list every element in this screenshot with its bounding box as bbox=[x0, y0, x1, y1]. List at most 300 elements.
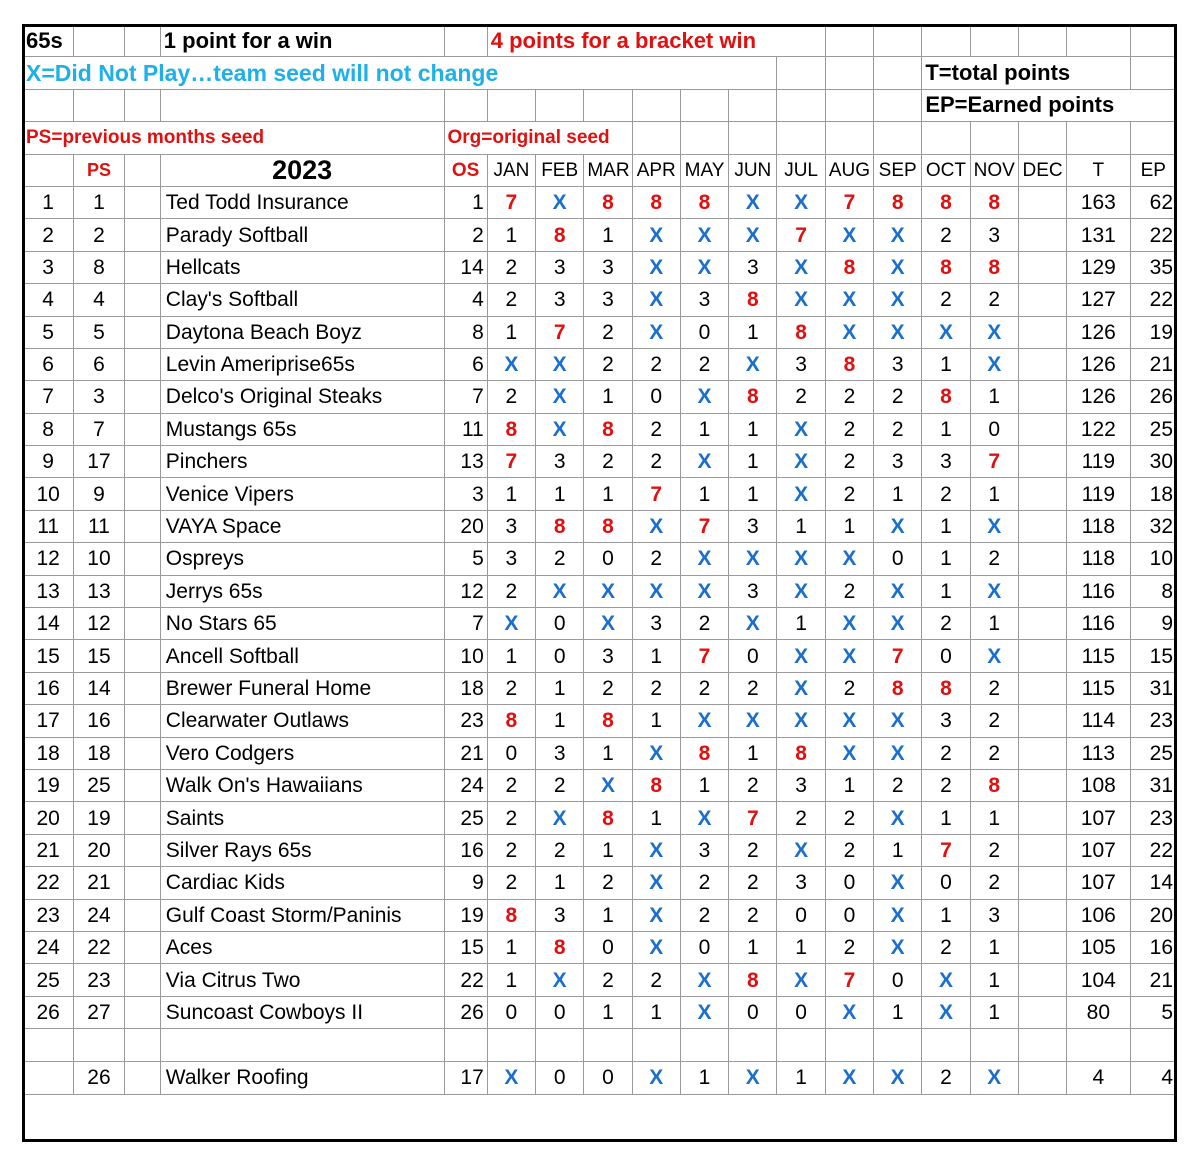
earned-points-cell: 26 bbox=[1130, 381, 1176, 413]
win-rule: 1 point for a win bbox=[160, 25, 444, 57]
column-header-row bbox=[23, 154, 1177, 186]
month-score-cell: 0 bbox=[680, 931, 728, 963]
month-score-cell: 3 bbox=[680, 834, 728, 866]
table-row bbox=[23, 640, 1177, 672]
blank-cell bbox=[536, 1029, 584, 1062]
blank-cell bbox=[124, 705, 160, 737]
team-name-cell: VAYA Space bbox=[160, 510, 444, 542]
original-seed-cell: 1 bbox=[444, 186, 487, 218]
month-score-cell bbox=[1018, 478, 1066, 510]
month-score-cell: 1 bbox=[632, 640, 680, 672]
month-score-cell: 7 bbox=[632, 478, 680, 510]
earned-points-cell: 5 bbox=[1130, 996, 1176, 1028]
month-score-cell: X bbox=[874, 867, 922, 899]
total-points-cell: 129 bbox=[1067, 251, 1130, 283]
rank-cell: 23 bbox=[23, 899, 74, 931]
month-score-cell: X bbox=[922, 996, 970, 1028]
standings-table bbox=[22, 24, 1177, 1095]
total-points-cell: 105 bbox=[1067, 931, 1130, 963]
month-score-cell: X bbox=[825, 737, 873, 769]
previous-seed-cell: 8 bbox=[74, 251, 124, 283]
month-score-cell: 0 bbox=[922, 867, 970, 899]
month-score-cell: X bbox=[536, 186, 584, 218]
total-points-cell: 114 bbox=[1067, 705, 1130, 737]
month-score-cell: 8 bbox=[874, 672, 922, 704]
month-score-cell: 0 bbox=[777, 996, 825, 1028]
month-score-cell: X bbox=[632, 575, 680, 607]
month-score-cell: X bbox=[970, 348, 1018, 380]
month-score-cell: 3 bbox=[536, 251, 584, 283]
team-name-cell: Walk On's Hawaiians bbox=[160, 769, 444, 801]
blank-cell bbox=[124, 996, 160, 1028]
month-score-cell: 1 bbox=[536, 867, 584, 899]
earned-points-cell: 21 bbox=[1130, 348, 1176, 380]
table-row bbox=[23, 575, 1177, 607]
month-score-cell: X bbox=[680, 996, 728, 1028]
team-name-cell: Gulf Coast Storm/Paninis bbox=[160, 899, 444, 931]
month-score-cell: 3 bbox=[777, 348, 825, 380]
table-row bbox=[23, 802, 1177, 834]
month-score-cell: 1 bbox=[970, 964, 1018, 996]
month-score-cell: 1 bbox=[632, 802, 680, 834]
total-points-cell: 116 bbox=[1067, 608, 1130, 640]
month-score-cell bbox=[1018, 348, 1066, 380]
blank-cell bbox=[1018, 1029, 1066, 1062]
previous-seed-cell: 21 bbox=[74, 867, 124, 899]
rank-cell: 17 bbox=[23, 705, 74, 737]
month-score-cell: X bbox=[825, 543, 873, 575]
total-points-cell: 122 bbox=[1067, 413, 1130, 445]
original-seed-cell: 19 bbox=[444, 899, 487, 931]
month-score-cell: X bbox=[680, 543, 728, 575]
month-score-cell: X bbox=[777, 413, 825, 445]
table-row bbox=[23, 964, 1177, 996]
original-seed-cell: 25 bbox=[444, 802, 487, 834]
month-score-cell: X bbox=[970, 1062, 1018, 1094]
team-name-cell: Clay's Softball bbox=[160, 284, 444, 316]
month-score-cell: 8 bbox=[536, 931, 584, 963]
blank-cell bbox=[825, 1029, 873, 1062]
month-score-cell: 3 bbox=[632, 608, 680, 640]
month-score-cell: 2 bbox=[632, 446, 680, 478]
original-seed-cell: 9 bbox=[444, 867, 487, 899]
blank-cell bbox=[124, 446, 160, 478]
month-score-cell: 2 bbox=[729, 867, 777, 899]
month-score-cell: X bbox=[680, 705, 728, 737]
month-score-cell: 2 bbox=[922, 1062, 970, 1094]
earned-rule: EP=Earned points bbox=[922, 89, 1177, 121]
previous-seed-cell: 24 bbox=[74, 899, 124, 931]
rank-cell: 8 bbox=[23, 413, 74, 445]
month-score-cell: X bbox=[632, 219, 680, 251]
month-score-cell: X bbox=[874, 284, 922, 316]
month-score-cell: 1 bbox=[729, 446, 777, 478]
month-score-cell: 8 bbox=[680, 186, 728, 218]
month-score-cell: X bbox=[487, 1062, 535, 1094]
month-score-cell: 2 bbox=[825, 802, 873, 834]
month-score-cell: 0 bbox=[680, 316, 728, 348]
rank-cell: 13 bbox=[23, 575, 74, 607]
original-seed-cell: 7 bbox=[444, 608, 487, 640]
earned-points-cell: 25 bbox=[1130, 413, 1176, 445]
header-row-1 bbox=[23, 25, 1177, 57]
month-score-cell: 8 bbox=[487, 705, 535, 737]
original-seed-cell: 21 bbox=[444, 737, 487, 769]
month-header: SEP bbox=[874, 154, 922, 186]
month-score-cell bbox=[1018, 672, 1066, 704]
blank-cell bbox=[124, 575, 160, 607]
earned-points-cell: 25 bbox=[1130, 737, 1176, 769]
month-score-cell: X bbox=[825, 608, 873, 640]
month-score-cell: X bbox=[874, 802, 922, 834]
total-points-cell: 113 bbox=[1067, 737, 1130, 769]
rank-cell: 20 bbox=[23, 802, 74, 834]
month-score-cell: 1 bbox=[729, 413, 777, 445]
month-score-cell: 7 bbox=[729, 802, 777, 834]
month-score-cell: 8 bbox=[536, 219, 584, 251]
month-score-cell: 8 bbox=[487, 413, 535, 445]
blank-cell bbox=[874, 1029, 922, 1062]
month-score-cell: X bbox=[680, 219, 728, 251]
month-score-cell: 2 bbox=[536, 834, 584, 866]
rank-cell: 24 bbox=[23, 931, 74, 963]
month-score-cell: 1 bbox=[825, 769, 873, 801]
month-header: MAR bbox=[584, 154, 632, 186]
month-score-cell: 1 bbox=[922, 543, 970, 575]
earned-points-cell: 35 bbox=[1130, 251, 1176, 283]
month-score-cell: X bbox=[536, 802, 584, 834]
total-points-cell: 119 bbox=[1067, 446, 1130, 478]
month-score-cell: 1 bbox=[729, 931, 777, 963]
blank-cell bbox=[970, 1029, 1018, 1062]
month-score-cell bbox=[1018, 316, 1066, 348]
month-header: APR bbox=[632, 154, 680, 186]
blank-cell bbox=[124, 478, 160, 510]
month-score-cell: 3 bbox=[922, 705, 970, 737]
month-score-cell: 1 bbox=[536, 705, 584, 737]
month-score-cell bbox=[1018, 413, 1066, 445]
month-score-cell: 1 bbox=[922, 348, 970, 380]
table-row bbox=[23, 446, 1177, 478]
blank-cell bbox=[124, 737, 160, 769]
previous-seed-cell: 13 bbox=[74, 575, 124, 607]
month-score-cell: 3 bbox=[729, 510, 777, 542]
rank-cell: 15 bbox=[23, 640, 74, 672]
total-points-cell: 163 bbox=[1067, 186, 1130, 218]
month-score-cell: 1 bbox=[777, 510, 825, 542]
blank-cell bbox=[124, 931, 160, 963]
month-score-cell: X bbox=[680, 381, 728, 413]
month-score-cell: 1 bbox=[874, 478, 922, 510]
month-score-cell: X bbox=[777, 284, 825, 316]
month-score-cell: 1 bbox=[487, 316, 535, 348]
previous-seed-cell: 16 bbox=[74, 705, 124, 737]
month-score-cell: 2 bbox=[487, 867, 535, 899]
blank-cell bbox=[124, 899, 160, 931]
earned-points-cell: 14 bbox=[1130, 867, 1176, 899]
month-score-cell: 3 bbox=[584, 284, 632, 316]
previous-seed-cell: 11 bbox=[74, 510, 124, 542]
month-score-cell: 3 bbox=[729, 251, 777, 283]
month-score-cell: X bbox=[777, 640, 825, 672]
month-score-cell: X bbox=[729, 705, 777, 737]
month-score-cell: 1 bbox=[922, 802, 970, 834]
total-points-cell: 115 bbox=[1067, 640, 1130, 672]
month-score-cell: X bbox=[874, 316, 922, 348]
original-seed-cell: 7 bbox=[444, 381, 487, 413]
month-score-cell: 1 bbox=[777, 931, 825, 963]
total-points-cell: 119 bbox=[1067, 478, 1130, 510]
month-score-cell: 1 bbox=[632, 705, 680, 737]
table-row bbox=[23, 413, 1177, 445]
rank-cell: 4 bbox=[23, 284, 74, 316]
month-score-cell bbox=[1018, 543, 1066, 575]
month-score-cell: 7 bbox=[874, 640, 922, 672]
month-score-cell: 2 bbox=[970, 867, 1018, 899]
month-score-cell: 2 bbox=[874, 413, 922, 445]
month-score-cell: 0 bbox=[487, 737, 535, 769]
month-score-cell: 1 bbox=[584, 899, 632, 931]
previous-seed-cell: 12 bbox=[74, 608, 124, 640]
month-score-cell: X bbox=[536, 381, 584, 413]
month-header: NOV bbox=[970, 154, 1018, 186]
earned-points-cell: 16 bbox=[1130, 931, 1176, 963]
month-score-cell: X bbox=[729, 608, 777, 640]
month-score-cell: 2 bbox=[970, 705, 1018, 737]
blank-cell bbox=[1067, 1029, 1130, 1062]
original-seed-cell: 10 bbox=[444, 640, 487, 672]
rank-cell bbox=[23, 1062, 74, 1094]
month-score-cell: X bbox=[825, 996, 873, 1028]
month-score-cell: X bbox=[632, 834, 680, 866]
blank-cell bbox=[124, 186, 160, 218]
month-score-cell: 1 bbox=[680, 478, 728, 510]
month-score-cell: 3 bbox=[777, 769, 825, 801]
month-score-cell: 8 bbox=[922, 251, 970, 283]
total-points-cell: 118 bbox=[1067, 543, 1130, 575]
table-row bbox=[23, 834, 1177, 866]
previous-seed-cell: 5 bbox=[74, 316, 124, 348]
earned-points-cell: 22 bbox=[1130, 834, 1176, 866]
month-score-cell: 3 bbox=[536, 446, 584, 478]
month-score-cell: 2 bbox=[922, 478, 970, 510]
month-score-cell: X bbox=[825, 219, 873, 251]
original-seed-cell: 15 bbox=[444, 931, 487, 963]
total-rule: T=total points bbox=[922, 57, 1130, 89]
month-score-cell: 3 bbox=[680, 284, 728, 316]
month-score-cell bbox=[1018, 510, 1066, 542]
month-score-cell: 2 bbox=[825, 834, 873, 866]
month-score-cell: 2 bbox=[487, 575, 535, 607]
month-score-cell: 3 bbox=[874, 348, 922, 380]
previous-seed-cell: 26 bbox=[74, 1062, 124, 1094]
month-score-cell: 7 bbox=[825, 186, 873, 218]
blank-cell bbox=[124, 672, 160, 704]
team-name-cell: Parady Softball bbox=[160, 219, 444, 251]
month-score-cell: 2 bbox=[729, 899, 777, 931]
previous-seed-cell: 2 bbox=[74, 219, 124, 251]
month-score-cell: X bbox=[680, 446, 728, 478]
month-score-cell: 1 bbox=[584, 381, 632, 413]
month-score-cell: X bbox=[584, 769, 632, 801]
month-score-cell: X bbox=[874, 510, 922, 542]
month-score-cell: 1 bbox=[584, 478, 632, 510]
team-name-cell: Daytona Beach Boyz bbox=[160, 316, 444, 348]
standings-body bbox=[23, 25, 1177, 1095]
month-score-cell: 2 bbox=[536, 769, 584, 801]
team-name-cell: Ancell Softball bbox=[160, 640, 444, 672]
month-score-cell: X bbox=[777, 251, 825, 283]
month-score-cell: 2 bbox=[922, 219, 970, 251]
month-score-cell: 0 bbox=[584, 1062, 632, 1094]
ep-column-header: EP bbox=[1130, 154, 1176, 186]
month-score-cell bbox=[1018, 219, 1066, 251]
month-score-cell: 3 bbox=[536, 737, 584, 769]
rank-cell: 3 bbox=[23, 251, 74, 283]
rank-cell: 14 bbox=[23, 608, 74, 640]
table-row bbox=[23, 219, 1177, 251]
month-score-cell: X bbox=[777, 186, 825, 218]
month-score-cell: X bbox=[729, 543, 777, 575]
blank-cell bbox=[124, 964, 160, 996]
earned-points-cell: 8 bbox=[1130, 575, 1176, 607]
earned-points-cell: 23 bbox=[1130, 705, 1176, 737]
month-score-cell bbox=[1018, 867, 1066, 899]
original-seed-cell: 5 bbox=[444, 543, 487, 575]
previous-seed-cell: 3 bbox=[74, 381, 124, 413]
month-score-cell: 3 bbox=[487, 510, 535, 542]
month-score-cell: 0 bbox=[922, 640, 970, 672]
original-seed-cell: 4 bbox=[444, 284, 487, 316]
table-row bbox=[23, 381, 1177, 413]
month-score-cell: 1 bbox=[970, 996, 1018, 1028]
month-score-cell: 1 bbox=[970, 478, 1018, 510]
earned-points-cell: 32 bbox=[1130, 510, 1176, 542]
month-score-cell: 0 bbox=[632, 381, 680, 413]
table-row bbox=[23, 737, 1177, 769]
month-score-cell: 2 bbox=[680, 672, 728, 704]
month-score-cell: 0 bbox=[536, 608, 584, 640]
month-score-cell: 2 bbox=[729, 834, 777, 866]
month-score-cell: 1 bbox=[487, 931, 535, 963]
month-score-cell: X bbox=[632, 899, 680, 931]
month-score-cell: 7 bbox=[487, 186, 535, 218]
original-seed-cell: 22 bbox=[444, 964, 487, 996]
month-score-cell: 1 bbox=[487, 640, 535, 672]
table-row bbox=[23, 672, 1177, 704]
table-row bbox=[23, 316, 1177, 348]
blank-cell bbox=[584, 1029, 632, 1062]
team-name-cell: Ted Todd Insurance bbox=[160, 186, 444, 218]
month-score-cell: X bbox=[874, 608, 922, 640]
month-score-cell: 0 bbox=[825, 867, 873, 899]
month-score-cell: 0 bbox=[536, 996, 584, 1028]
month-score-cell bbox=[1018, 931, 1066, 963]
month-score-cell: X bbox=[777, 575, 825, 607]
month-score-cell: 8 bbox=[729, 964, 777, 996]
month-score-cell: X bbox=[777, 543, 825, 575]
total-points-cell: 4 bbox=[1067, 1062, 1130, 1094]
month-score-cell: 8 bbox=[584, 705, 632, 737]
table-row bbox=[23, 931, 1177, 963]
month-score-cell: X bbox=[680, 575, 728, 607]
earned-points-cell: 10 bbox=[1130, 543, 1176, 575]
blank-cell bbox=[1130, 1029, 1176, 1062]
month-score-cell: 8 bbox=[825, 251, 873, 283]
original-seed-cell: 26 bbox=[444, 996, 487, 1028]
earned-points-cell: 31 bbox=[1130, 672, 1176, 704]
month-score-cell: 8 bbox=[777, 737, 825, 769]
month-score-cell bbox=[1018, 575, 1066, 607]
month-score-cell: X bbox=[825, 640, 873, 672]
month-score-cell: X bbox=[874, 737, 922, 769]
month-score-cell: 1 bbox=[632, 996, 680, 1028]
month-score-cell: 3 bbox=[487, 543, 535, 575]
month-score-cell: X bbox=[632, 251, 680, 283]
month-score-cell: 0 bbox=[729, 640, 777, 672]
month-score-cell: 1 bbox=[729, 316, 777, 348]
month-score-cell: X bbox=[584, 575, 632, 607]
month-header: OCT bbox=[922, 154, 970, 186]
month-score-cell: 2 bbox=[825, 381, 873, 413]
month-header: JUN bbox=[729, 154, 777, 186]
total-points-cell: 115 bbox=[1067, 672, 1130, 704]
blank-cell bbox=[124, 769, 160, 801]
blank-cell bbox=[124, 834, 160, 866]
month-score-cell: 2 bbox=[536, 543, 584, 575]
month-score-cell bbox=[1018, 1062, 1066, 1094]
original-seed-cell: 18 bbox=[444, 672, 487, 704]
month-score-cell: 8 bbox=[777, 316, 825, 348]
dnp-rule: X=Did Not Play…team seed will not change bbox=[23, 57, 777, 89]
month-score-cell: 1 bbox=[487, 478, 535, 510]
month-score-cell bbox=[1018, 996, 1066, 1028]
month-score-cell: 2 bbox=[729, 672, 777, 704]
team-name-cell: Clearwater Outlaws bbox=[160, 705, 444, 737]
bracket-rule: 4 points for a bracket win bbox=[487, 25, 825, 57]
month-score-cell: X bbox=[874, 251, 922, 283]
blank-cell bbox=[74, 1029, 124, 1062]
month-score-cell bbox=[1018, 608, 1066, 640]
month-score-cell: 2 bbox=[487, 251, 535, 283]
total-points-cell: 126 bbox=[1067, 381, 1130, 413]
rank-cell: 26 bbox=[23, 996, 74, 1028]
month-score-cell: 2 bbox=[487, 284, 535, 316]
month-score-cell: 2 bbox=[584, 446, 632, 478]
previous-seed-cell: 18 bbox=[74, 737, 124, 769]
month-score-cell: 8 bbox=[584, 186, 632, 218]
month-score-cell: 1 bbox=[536, 672, 584, 704]
blank-cell bbox=[124, 1062, 160, 1094]
blank-cell bbox=[729, 1029, 777, 1062]
month-score-cell: X bbox=[777, 478, 825, 510]
month-score-cell: X bbox=[777, 446, 825, 478]
month-score-cell: 1 bbox=[680, 1062, 728, 1094]
month-score-cell: 2 bbox=[584, 316, 632, 348]
month-score-cell: X bbox=[970, 640, 1018, 672]
month-score-cell: 2 bbox=[777, 381, 825, 413]
rank-cell: 1 bbox=[23, 186, 74, 218]
month-score-cell: 2 bbox=[825, 446, 873, 478]
earned-points-cell: 62 bbox=[1130, 186, 1176, 218]
previous-seed-cell: 23 bbox=[74, 964, 124, 996]
month-score-cell: 8 bbox=[922, 381, 970, 413]
month-score-cell: X bbox=[777, 705, 825, 737]
header-row-3 bbox=[23, 89, 1177, 121]
blank-cell bbox=[124, 381, 160, 413]
month-score-cell: 7 bbox=[970, 446, 1018, 478]
team-name-cell: Mustangs 65s bbox=[160, 413, 444, 445]
